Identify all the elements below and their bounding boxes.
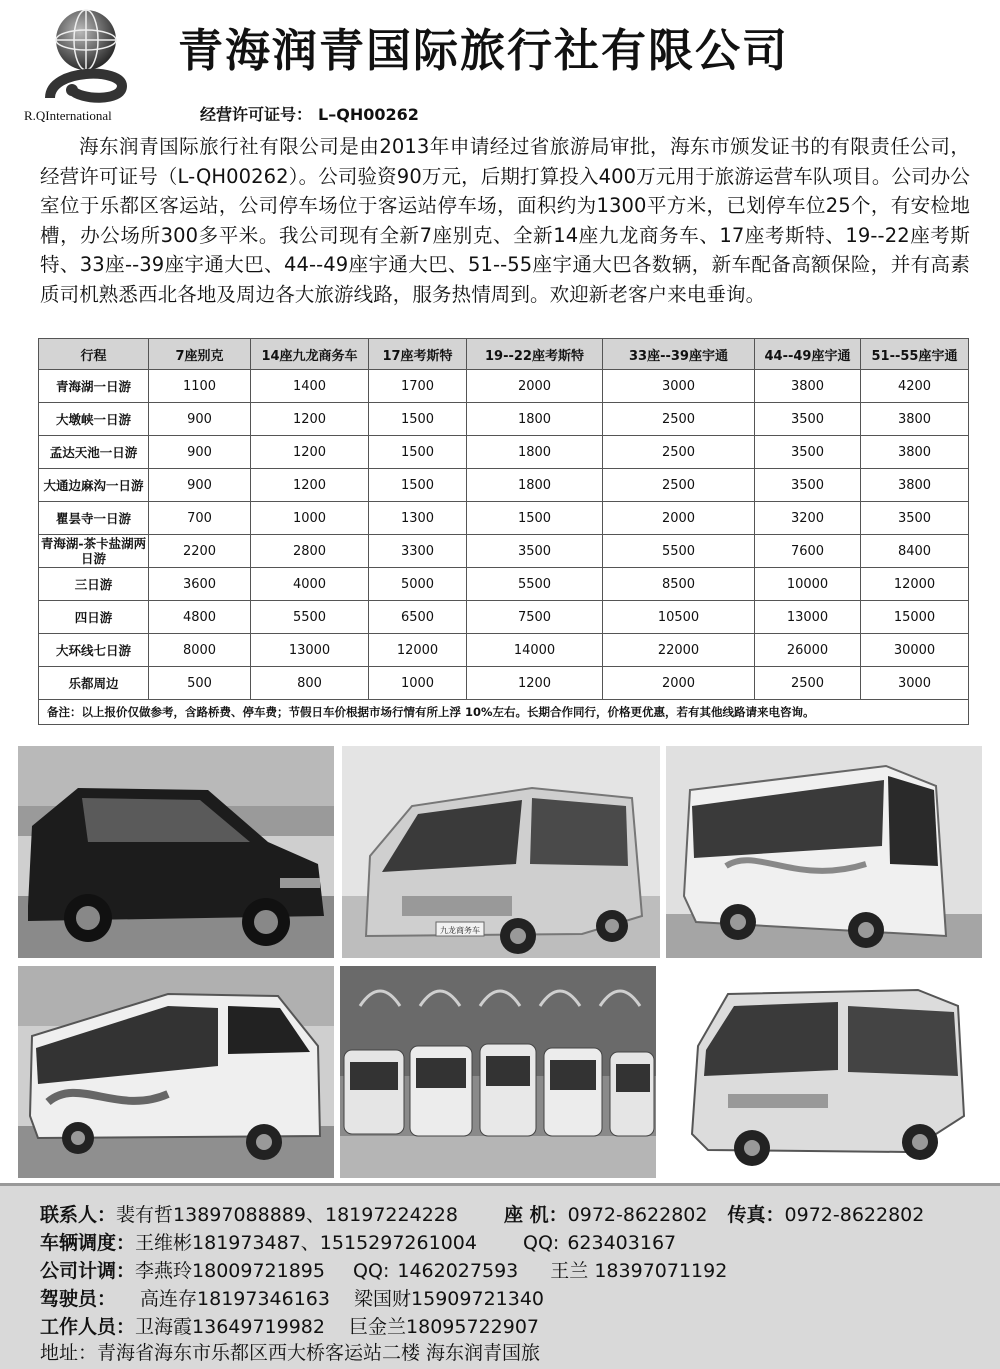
staff-value-1: 卫海霞13649719982 (135, 1316, 325, 1338)
driver-label: 驾驶员： (40, 1288, 117, 1310)
account-qq-label: QQ: (353, 1260, 390, 1282)
price-cell: 7600 (755, 535, 861, 568)
price-cell: 3000 (861, 667, 969, 700)
dispatch-label: 车辆调度： (40, 1232, 136, 1254)
contact-line-address (40, 1340, 540, 1366)
account-extra: 王兰 18397071192 (550, 1260, 728, 1282)
price-cell: 3500 (467, 535, 603, 568)
price-cell: 1800 (467, 403, 603, 436)
price-cell: 2800 (251, 535, 369, 568)
price-cell: 1000 (251, 502, 369, 535)
price-cell: 1700 (369, 370, 467, 403)
contact-label: 联系人： (40, 1204, 117, 1226)
contact-section (0, 1183, 1000, 1369)
price-cell: 1000 (369, 667, 467, 700)
route-cell: 青海湖一日游 (39, 370, 149, 403)
price-cell: 30000 (861, 634, 969, 667)
route-cell: 孟达天池一日游 (39, 436, 149, 469)
price-cell: 2500 (603, 403, 755, 436)
col-header-14-seat: 14座九龙商务车 (251, 339, 369, 370)
price-cell: 12000 (369, 634, 467, 667)
price-cell: 2500 (755, 667, 861, 700)
table-row (39, 667, 969, 700)
price-cell: 8500 (603, 568, 755, 601)
price-cell: 2000 (603, 502, 755, 535)
price-cell: 10500 (603, 601, 755, 634)
staff-label: 工作人员： (40, 1316, 136, 1338)
coach-image (18, 966, 334, 1178)
contact-line-staff (40, 1314, 539, 1340)
price-cell: 1500 (467, 502, 603, 535)
price-cell: 1200 (251, 436, 369, 469)
price-cell: 6500 (369, 601, 467, 634)
account-label: 公司计调： (40, 1260, 136, 1282)
price-cell: 10000 (755, 568, 861, 601)
fax-label: 传真： (727, 1204, 785, 1226)
price-cell: 5500 (251, 601, 369, 634)
price-cell: 14000 (467, 634, 603, 667)
price-cell: 8000 (149, 634, 251, 667)
price-cell: 3500 (861, 502, 969, 535)
price-cell: 1400 (251, 370, 369, 403)
price-cell: 3800 (861, 436, 969, 469)
table-note-row (39, 700, 969, 725)
table-header-row (39, 339, 969, 370)
dispatch-qq-value: 623403167 (567, 1232, 677, 1254)
col-header-33-39-seat: 33座--39座宇通 (603, 339, 755, 370)
address-label: 地址： (40, 1342, 98, 1364)
photo-yutong-coach (18, 966, 334, 1178)
price-cell: 3800 (861, 403, 969, 436)
price-cell: 4200 (861, 370, 969, 403)
price-cell: 3500 (755, 436, 861, 469)
contact-line-main (40, 1202, 924, 1228)
price-cell: 800 (251, 667, 369, 700)
price-cell: 3800 (755, 370, 861, 403)
driver-value-2: 梁国财15909721340 (354, 1288, 545, 1310)
license-value: L–QH00262 (318, 105, 419, 124)
route-cell: 四日游 (39, 601, 149, 634)
photo-buick-mpv (18, 746, 334, 958)
fax-value: 0972-8622802 (784, 1204, 925, 1226)
price-table (38, 338, 969, 725)
price-cell: 900 (149, 469, 251, 502)
price-cell: 4800 (149, 601, 251, 634)
price-cell: 26000 (755, 634, 861, 667)
table-row (39, 370, 969, 403)
price-cell: 5500 (467, 568, 603, 601)
price-cell: 22000 (603, 634, 755, 667)
route-cell: 瞿昙寺一日游 (39, 502, 149, 535)
photo-jiulong-van (342, 746, 660, 958)
minibus-image (668, 966, 982, 1178)
contact-line-account (40, 1258, 727, 1284)
price-cell: 3800 (861, 469, 969, 502)
photo-fleet-parking (340, 966, 656, 1178)
price-cell: 13000 (251, 634, 369, 667)
price-cell: 500 (149, 667, 251, 700)
route-cell: 青海湖-茶卡盐湖两日游 (39, 535, 149, 568)
minivan-image (18, 746, 334, 958)
price-cell: 1800 (467, 469, 603, 502)
col-header-17-seat: 17座考斯特 (369, 339, 467, 370)
price-cell: 7500 (467, 601, 603, 634)
price-cell: 3500 (755, 469, 861, 502)
price-cell: 5000 (369, 568, 467, 601)
price-cell: 2500 (603, 469, 755, 502)
price-cell: 1500 (369, 469, 467, 502)
price-cell: 3200 (755, 502, 861, 535)
staff-value-2: 巨金兰18095722907 (349, 1316, 540, 1338)
price-cell: 4000 (251, 568, 369, 601)
company-logo (20, 6, 160, 124)
table-row (39, 502, 969, 535)
price-cell: 1200 (251, 469, 369, 502)
col-header-7-seat: 7座别克 (149, 339, 251, 370)
price-cell: 1300 (369, 502, 467, 535)
price-cell: 5500 (603, 535, 755, 568)
col-header-route: 行程 (39, 339, 149, 370)
price-cell: 1200 (467, 667, 603, 700)
price-cell: 1800 (467, 436, 603, 469)
price-cell: 900 (149, 403, 251, 436)
route-cell: 大环线七日游 (39, 634, 149, 667)
account-value: 李燕玲18009721895 (135, 1260, 325, 1282)
price-cell: 700 (149, 502, 251, 535)
table-row (39, 535, 969, 568)
price-cell: 12000 (861, 568, 969, 601)
price-cell: 2200 (149, 535, 251, 568)
price-cell: 900 (149, 436, 251, 469)
price-cell: 3000 (603, 370, 755, 403)
price-cell: 1100 (149, 370, 251, 403)
landline-value: 0972-8622802 (567, 1204, 708, 1226)
contact-line-dispatch (40, 1230, 676, 1256)
price-note: 备注：以上报价仅做参考，含路桥费、停车费；节假日车价根据市场行情有所上浮 10%左右。长期合作同行，价格更优惠，若有其他线路请来电咨询。 (39, 700, 969, 725)
contact-line-driver (40, 1286, 544, 1312)
price-cell: 1500 (369, 436, 467, 469)
driver-value-1: 高连存18197346163 (140, 1288, 330, 1310)
price-cell: 3500 (755, 403, 861, 436)
table-row (39, 634, 969, 667)
price-cell: 1200 (251, 403, 369, 436)
price-cell: 8400 (861, 535, 969, 568)
landline-label: 座 机： (504, 1204, 568, 1226)
table-row (39, 568, 969, 601)
photo-kinglong-coach (666, 746, 982, 958)
col-header-44-49-seat: 44--49座宇通 (755, 339, 861, 370)
dispatch-value: 王维彬181973487、15152972610​04 (135, 1232, 477, 1254)
logo-text: R.QInternational (24, 108, 112, 123)
coach-image (666, 746, 982, 958)
fleet-image (340, 966, 656, 1178)
photo-coaster-minibus (668, 966, 982, 1178)
table-row (39, 469, 969, 502)
route-cell: 乐都周边 (39, 667, 149, 700)
table-row (39, 403, 969, 436)
col-header-19-22-seat: 19--22座考斯特 (467, 339, 603, 370)
price-cell: 2000 (603, 667, 755, 700)
table-row (39, 601, 969, 634)
route-cell: 大墩峡一日游 (39, 403, 149, 436)
address-value: 青海省海东市乐都区西大桥客运站二楼 海东润青国旅 (97, 1342, 541, 1364)
van-image (342, 746, 660, 958)
price-cell: 3600 (149, 568, 251, 601)
price-cell: 13000 (755, 601, 861, 634)
globe-logo-icon (20, 6, 160, 124)
price-cell: 3300 (369, 535, 467, 568)
route-cell: 三日游 (39, 568, 149, 601)
price-cell: 2500 (603, 436, 755, 469)
license-number (200, 102, 419, 125)
table-row (39, 436, 969, 469)
account-qq-value: 1462027593 (397, 1260, 519, 1282)
price-cell: 2000 (467, 370, 603, 403)
company-intro: 海东润青国际旅行社有限公司是由2013年申请经过省旅游局审批，海东市颁发证书的有限责任公司，经营许可证号（L-QH00262）。公司验资90万元，后期打算投入400万元用于旅游运营车队项目。公司办公室位于乐都区客运站，公司停车场位于客运站停车场，面积约为1300平方米，已划停车位25个，有安检地槽，办公场所300多平米。我公司现有全新7座别克、全新14座九龙商务车、17座考斯特、19--22座考斯特、33座--39座宇通大巴、44--49座宇通大巴、51--55座宇通大巴各数辆，新车配备高额保险，并有高素质司机熟悉西北各地及周边各大旅游线路，服务热情周到。欢迎新老客户来电垂询。 (40, 135, 970, 306)
header (0, 0, 1000, 130)
col-header-51-55-seat: 51--55座宇通 (861, 339, 969, 370)
license-label: 经营许可证号： (200, 105, 313, 124)
dispatch-qq-label: QQ: (523, 1232, 560, 1254)
company-name: 青海润青国际旅行社有限公司 (178, 24, 790, 77)
route-cell: 大通边麻沟一日游 (39, 469, 149, 502)
contact-value: 裴有哲13897088889、18197224228 (116, 1204, 458, 1226)
price-cell: 1500 (369, 403, 467, 436)
price-cell: 15000 (861, 601, 969, 634)
van-plate-text: 九龙商务车 (440, 926, 480, 935)
